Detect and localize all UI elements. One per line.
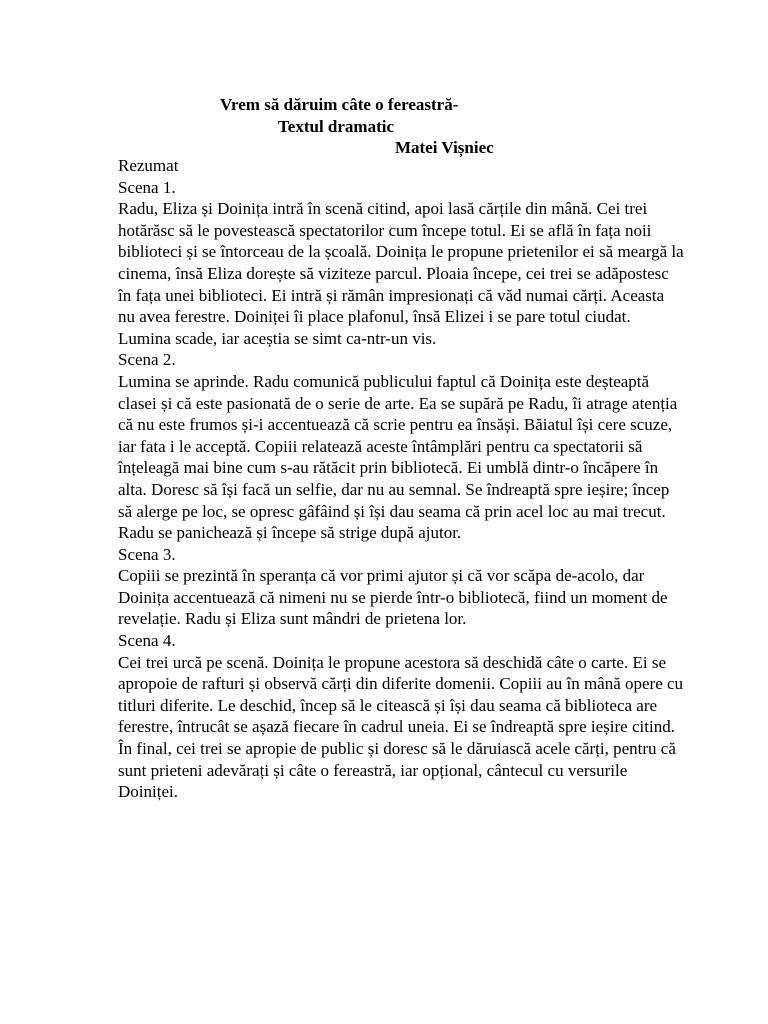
scene-heading: Scena 3.: [118, 544, 176, 564]
paragraph-line: revelație. Radu și Eliza sunt mândri de prietena lor.: [118, 609, 467, 629]
document-subtitle: Textul dramatic: [278, 117, 395, 136]
paragraph-line: titluri diferite. Le deschid, încep să le citească și își dau seama că biblioteca are: [118, 695, 658, 715]
paragraph-line: să alerge pe loc, se opresc gâfâind și își dau seama că prin acel loc au mai trecut.: [118, 501, 666, 521]
paragraph-line: apropoie de rafturi și observă cărți din diferite domenii. Copiii au în mână opere cu: [118, 674, 684, 694]
paragraph-line: iar fata i le acceptă. Copiii relatează aceste întâmplări pentru ca spectatorii să: [118, 436, 643, 456]
paragraph-line: clasei și că este pasionată de o serie de arte. Ea se supără pe Radu, îi atrage atenția: [118, 393, 678, 413]
scene-heading: Scena 1.: [118, 177, 176, 197]
document-author: Matei Vișniec: [395, 138, 494, 157]
paragraph-line: Cei trei urcă pe scenă. Doinița le propune acestora să deschidă câte o carte. Ei se: [118, 652, 666, 672]
paragraph-line: Copiii se prezintă în speranța că vor primi ajutor și că vor scăpa de-acolo, dar: [118, 566, 645, 586]
paragraph-line: alta. Doresc să își facă un selfie, dar nu au semnal. Se îndreaptă spre ieșire; încep: [118, 479, 670, 499]
paragraph-line: în fața unei biblioteci. Ei intră și rămân impresionați că văd numai cărți. Aceasta: [118, 285, 665, 305]
paragraph-line: înțeleagă mai bine cum s-au rătăcit prin bibliotecă. Ei umblă dintr-o încăpere în: [118, 458, 659, 478]
paragraph-line: Doinița accentuează că nimeni nu se pierde într-o bibliotecă, fiind un moment de: [118, 587, 668, 607]
paragraph-line: Radu, Eliza și Doinița intră în scenă citind, apoi lasă cărțile din mână. Cei trei: [118, 199, 648, 219]
section-heading-rezumat: Rezumat: [118, 156, 179, 175]
scene-heading: Scena 2.: [118, 350, 176, 370]
paragraph-line: Lumina se aprinde. Radu comunică publicului faptul că Doinița este deșteaptă: [118, 371, 650, 391]
paragraph-line: biblioteci și se întorceau de la școală. Doinița le propune prietenilor ei să meargă la: [118, 242, 684, 262]
paragraph-line: nu avea ferestre. Doiniței îi place plafonul, însă Elizei i se pare totul ciudat.: [118, 307, 631, 327]
paragraph-line: Radu se panichează și începe să strige după ajutor.: [118, 523, 462, 543]
paragraph-line: hotărăsc să le povestească spectatorilor cum începe totul. Ei se află în fața noii: [118, 220, 652, 240]
paragraph-line: ferestre, întrucât se așază fiecare în cadrul uneia. Ei se îndreaptă spre ieșire citind.: [118, 717, 675, 737]
paragraph-line: sunt prieteni adevărați și câte o fereastră, iar opțional, cântecul cu versurile: [118, 760, 628, 780]
document-body: [118, 155, 684, 803]
document-title: Vrem să dăruim câte o fereastră-: [220, 95, 459, 114]
paragraph-line: Doiniței.: [118, 782, 178, 802]
paragraph-line: În final, cei trei se apropie de public și doresc să le dăruiască acele cărți, pentru că: [118, 739, 676, 759]
scene-heading: Scena 4.: [118, 631, 176, 651]
paragraph-line: că nu este frumos și-i accentuează că scrie pentru ea însăși. Băiatul își cere scuze,: [118, 415, 673, 435]
paragraph-line: cinema, însă Eliza dorește să viziteze parcul. Ploaia începe, cei trei se adăpostesc: [118, 263, 669, 283]
paragraph-line: Lumina scade, iar aceștia se simt ca-ntr-un vis.: [118, 328, 437, 348]
